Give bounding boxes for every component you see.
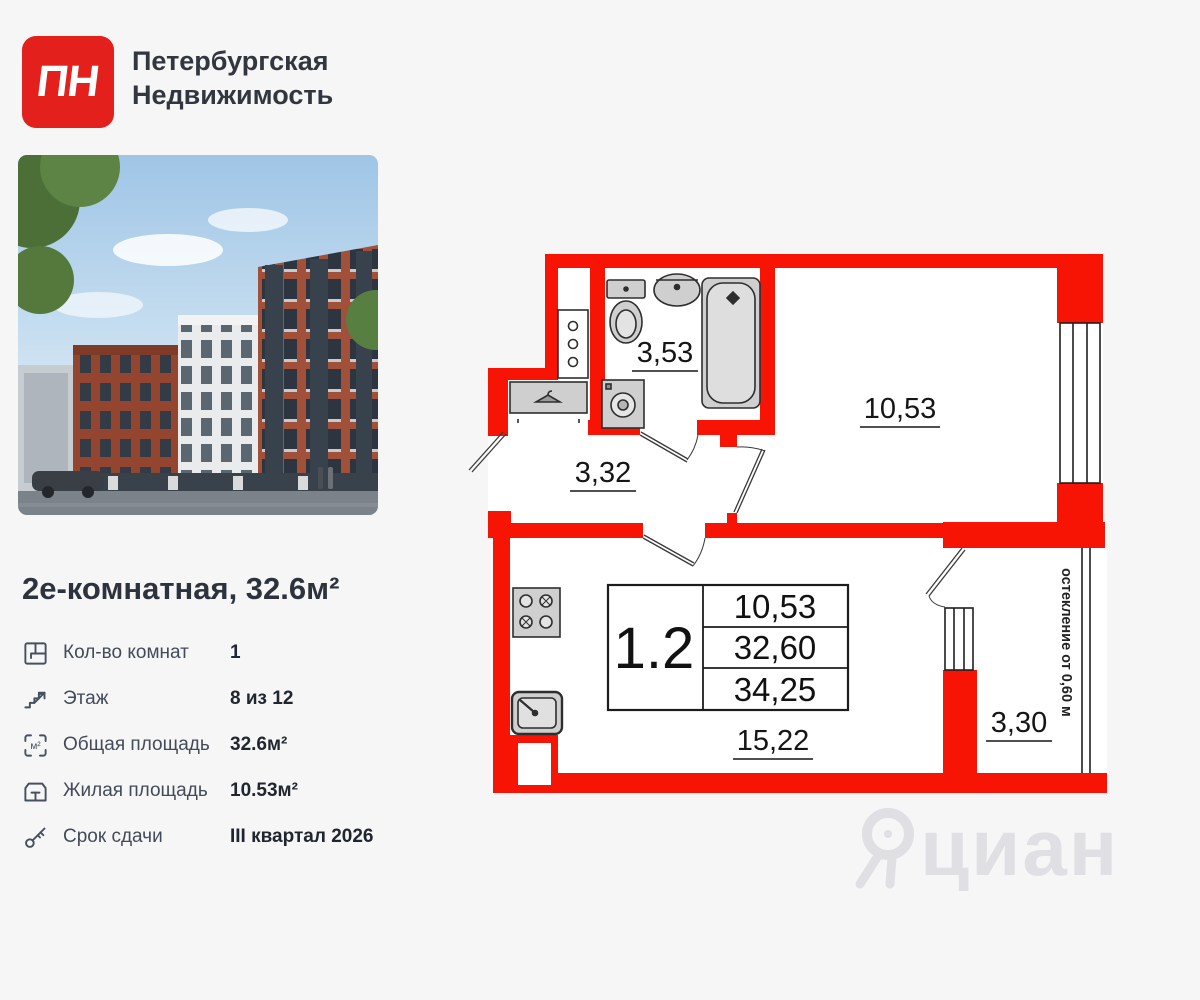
detail-row-completion <box>22 814 402 860</box>
label-balcony: 3,30 <box>990 707 1048 739</box>
detail-label: Жилая площадь <box>63 780 208 801</box>
detail-value: 10.53м² <box>230 780 298 801</box>
shaft-opening <box>518 743 551 785</box>
detail-value: 32.6м² <box>230 734 288 755</box>
page-title: 2е-комнатная, 32.6м² <box>22 571 340 606</box>
total-area-icon <box>22 732 49 759</box>
stat-total-area: 32,60 <box>733 629 817 666</box>
watermark <box>848 800 1119 896</box>
key-icon <box>22 824 49 851</box>
detail-label: Общая площадь <box>63 734 210 755</box>
building-photo-art <box>18 155 378 515</box>
detail-row-floor <box>22 676 402 722</box>
floorplan-drawing <box>440 140 1120 880</box>
detail-label: Кол-во комнат <box>63 642 189 663</box>
brand-name-line2: Недвижимость <box>132 80 334 110</box>
label-hallway: 3,32 <box>574 457 632 489</box>
stat-living-area: 10,53 <box>733 588 817 625</box>
watermark-text: циан <box>920 803 1120 892</box>
brand-name-line1: Петербургская <box>132 46 329 76</box>
detail-label: Срок сдачи <box>63 826 163 847</box>
living-area-icon <box>22 778 49 805</box>
label-kitchen-living: 15,22 <box>736 725 810 757</box>
detail-row-total-area <box>22 722 402 768</box>
detail-label: Этаж <box>63 688 109 709</box>
stove <box>513 588 560 637</box>
label-bathroom: 3,53 <box>636 337 694 369</box>
detail-row-living-area <box>22 768 402 814</box>
building-photo[interactable] <box>18 155 378 515</box>
detail-value: III квартал 2026 <box>230 826 374 847</box>
floor-icon <box>22 686 49 713</box>
map-pin-icon <box>848 800 920 896</box>
brand-name <box>132 44 333 112</box>
unit-info-table <box>608 585 848 710</box>
glazing-note: остекление от 0,60 м <box>1058 568 1074 717</box>
brand-logo[interactable] <box>22 36 114 128</box>
unit-number: 1.2 <box>613 616 695 681</box>
rooms-icon <box>22 640 49 667</box>
brand-logo-text: ПН <box>34 57 102 106</box>
label-bedroom: 10,53 <box>863 393 937 425</box>
svg-text:м²: м² <box>30 740 41 752</box>
floorplan <box>440 140 1120 880</box>
detail-value: 1 <box>230 642 241 663</box>
stat-total-with-balcony: 34,25 <box>733 671 817 708</box>
detail-row-rooms <box>22 630 402 676</box>
detail-value: 8 из 12 <box>230 688 294 709</box>
